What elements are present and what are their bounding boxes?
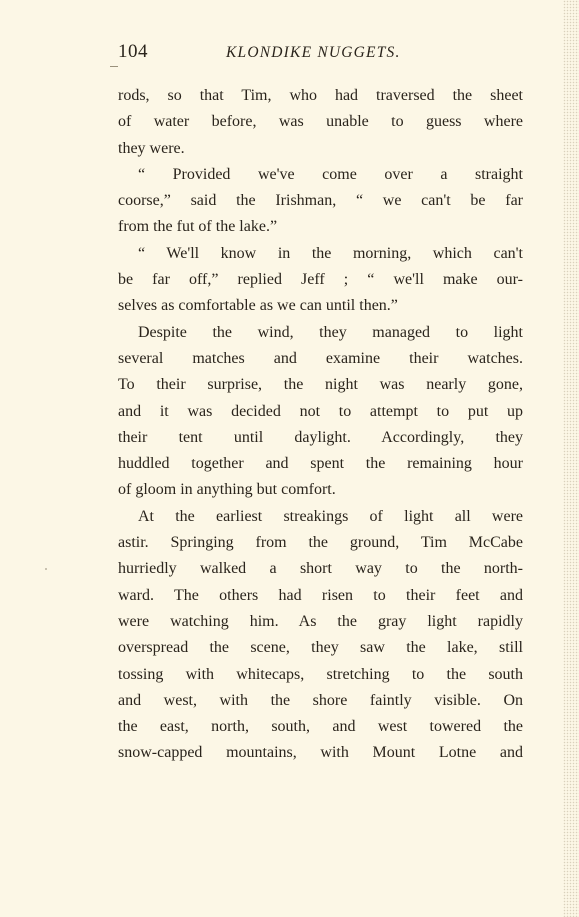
running-title: KLONDIKE NUGGETS. bbox=[226, 44, 401, 61]
page-number: 104 bbox=[118, 41, 148, 62]
text-line: Despite the wind, they managed to light bbox=[138, 323, 523, 341]
text-line: huddled together and spent the remaining hour bbox=[118, 455, 523, 473]
paper-speck bbox=[45, 568, 47, 570]
header-mark bbox=[110, 66, 118, 67]
text-line: coorse,” said the Irishman, “ we can't be far bbox=[118, 192, 523, 210]
text-line: they were. bbox=[118, 139, 185, 157]
text-line: ward. The others had risen to their feet and bbox=[118, 586, 523, 604]
page-edge-texture bbox=[563, 0, 579, 917]
text-line: “ We'll know in the morning, which can't bbox=[138, 244, 523, 262]
text-line: overspread the scene, they saw the lake, still bbox=[118, 639, 523, 657]
text-line: from the fut of the lake.” bbox=[118, 218, 278, 236]
text-line: their tent until daylight. Accordingly, they bbox=[118, 428, 523, 446]
text-line: and it was decided not to attempt to put up bbox=[118, 402, 523, 420]
text-line: rods, so that Tim, who had traversed the sheet bbox=[118, 87, 523, 104]
text-line: of gloom in anything but comfort. bbox=[118, 481, 336, 499]
text-line: selves as comfortable as we can until then.” bbox=[118, 297, 398, 315]
text-line: and west, with the shore faintly visible. On bbox=[118, 691, 523, 709]
text-line: astir. Springing from the ground, Tim McCabe bbox=[118, 534, 523, 552]
text-line: “ Provided we've come over a straight bbox=[138, 165, 523, 183]
page-header bbox=[118, 41, 418, 67]
text-line: To their surprise, the night was nearly gone, bbox=[118, 376, 523, 394]
body-text bbox=[118, 87, 523, 771]
text-line: be far off,” replied Jeff ; “ we'll make our- bbox=[118, 271, 523, 289]
text-line: were watching him. As the gray light rapidly bbox=[118, 612, 523, 630]
text-line: hurriedly walked a short way to the north- bbox=[118, 560, 523, 578]
text-line: of water before, was unable to guess where bbox=[118, 113, 523, 131]
text-line: the east, north, south, and west towered the bbox=[118, 718, 523, 736]
text-line: snow-capped mountains, with Mount Lotne and bbox=[118, 744, 523, 762]
text-line: several matches and examine their watches. bbox=[118, 349, 523, 367]
text-line: tossing with whitecaps, stretching to the south bbox=[118, 665, 523, 683]
text-line: At the earliest streakings of light all were bbox=[138, 507, 523, 525]
